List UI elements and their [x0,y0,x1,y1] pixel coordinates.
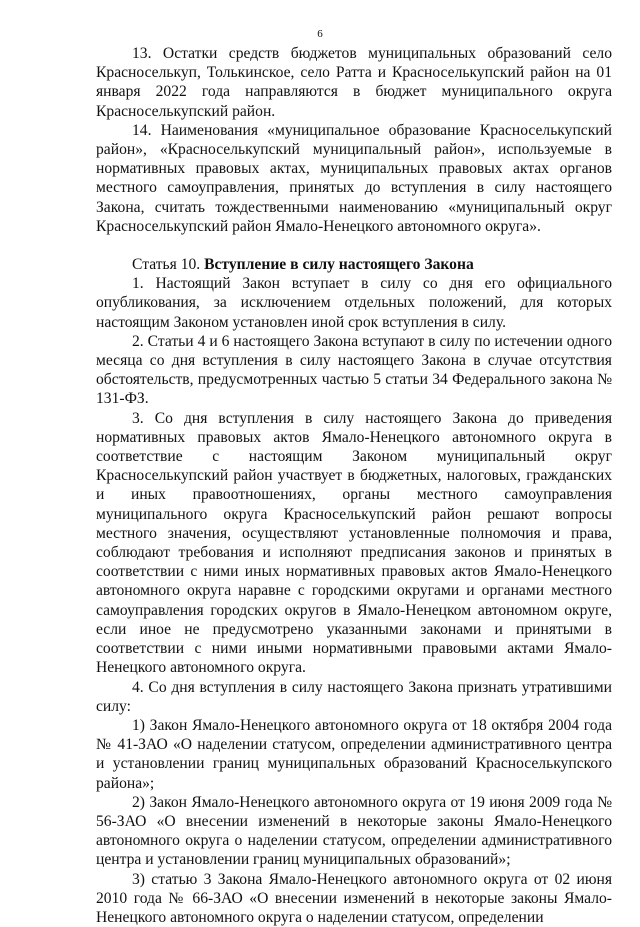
article-number: Статья 10. [132,256,205,274]
paragraph-13: 13. Остатки средств бюджетов муниципальных образований село Красноселькуп, Толькинское, село Ратта и Красноселькупский район на 01 января 2022 года направляются в бюджет муниципального округа Красноселькупский район. [96,45,612,120]
repealed-law-item-3: 3) статью 3 Закона Ямало-Ненецкого автономного округа от 02 июня 2010 года № 66-ЗАО «О внесении изменений в некоторые законы Ямало-Ненецкого автономного округа о наделении статусом, определении [96,870,612,926]
clause-2: 2. Статьи 4 и 6 настоящего Закона вступают в силу по истечении одного месяца со дня вступления в силу настоящего Закона в случае отсутствия обстоятельств, предусмотренных частью 5 статьи 34 Федерального закона № 131-ФЗ. [96,332,612,408]
clause-1: 1. Настоящий Закон вступает в силу со дня его официального опубликования, за исключением отдельных положений, для которых настоящим Законом установлен иной срок вступления в силу. [96,275,612,331]
clause-4: 4. Со дня вступления в силу настоящего Закона признать утратившими силу: [96,678,612,715]
paragraph-14: 14. Наименования «муниципальное образование Красноселькупский район», «Красноселькупский муниципальный район», используемые в нормативных правовых актах, муниципальных правовых актах органов местного самоуправления, принятых до вступления в силу настоящего Закона, считать тождественными наименованию «муниципальный округ Красноселькупский район Ямало-Ненецкого автономного округа». [96,121,612,235]
document-body [96,44,612,927]
page-number: 6 [317,28,323,40]
repealed-law-item-2: 2) Закон Ямало-Ненецкого автономного округа от 19 июня 2009 года № 56-ЗАО «О внесении изменений в некоторые законы Ямало-Ненецкого автономного округа о наделении статусом, определении административного центра и установлении границ муниципальных образований»; [96,793,612,869]
article-10-heading [96,255,612,274]
article-title: Вступление в силу настоящего Закона [204,256,474,274]
clause-3: 3. Со дня вступления в силу настоящего Закона до приведения нормативных правовых актов Ямало-Ненецкого автономного округа в соответствие с настоящим Законом муниципальный округ Красноселькупский район участвует в бюджетных, налоговых, гражданских и иных правоотношениях, органы местного самоуправления муниципального округа Красноселькупский район решают вопросы местного значения, осуществляют установленные полномочия и права, соблюдают требования и исполняют предписания законов и принятых в соответствии с ними иных нормативных правовых актов Ямало-Ненецкого автономного округа наравне с городскими округами и органами местного самоуправления городских округов в Ямало-Ненецком автономном округе, если иное не предусмотрено указанными законами и принятыми в соответствии с ними иными нормативными правовыми актами Ямало-Ненецкого автономного округа. [96,409,612,677]
repealed-law-item-1: 1) Закон Ямало-Ненецкого автономного округа от 18 октября 2004 года № 41-ЗАО «О наделении статусом, определении административного центра и установлении границ муниципальных образований Красноселькупского района»; [96,716,612,792]
